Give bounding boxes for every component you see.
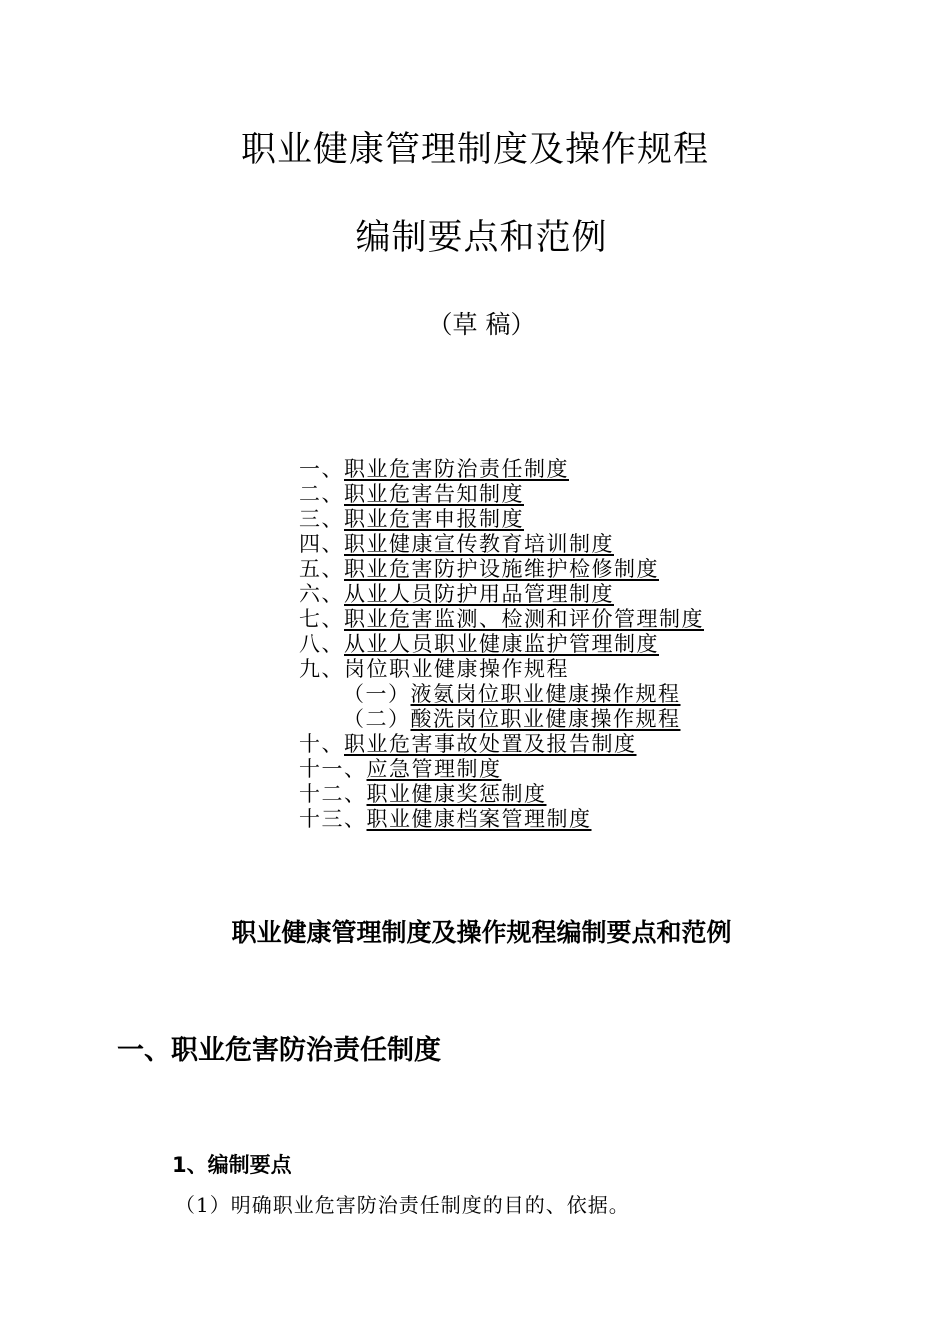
toc-link[interactable]: 职业危害监测、检测和评价管理制度 xyxy=(344,607,704,631)
toc-item-number: 十二、 xyxy=(299,782,367,806)
toc-item xyxy=(299,782,704,807)
paragraph: （1）明确职业危害防治责任制度的目的、依据。 xyxy=(175,1193,630,1217)
body-title: 职业健康管理制度及操作规程编制要点和范例 xyxy=(231,918,732,947)
toc-item-number: 八、 xyxy=(299,632,344,656)
toc-link[interactable]: 职业危害防治责任制度 xyxy=(344,457,569,481)
toc-link[interactable]: 从业人员职业健康监护管理制度 xyxy=(344,632,659,656)
document-subtitle: 编制要点和范例 xyxy=(355,218,608,258)
toc-item-number: 六、 xyxy=(299,582,344,606)
toc-item-number: 五、 xyxy=(299,557,344,581)
subsection-heading: 1、编制要点 xyxy=(172,1153,292,1177)
toc-link[interactable]: 职业健康奖惩制度 xyxy=(366,782,547,806)
toc-item-number: 四、 xyxy=(299,532,344,556)
toc-link[interactable]: 酸洗岗位职业健康操作规程 xyxy=(410,707,681,731)
toc-item-number: 七、 xyxy=(299,607,344,631)
toc-link[interactable]: 应急管理制度 xyxy=(366,757,502,781)
toc-item xyxy=(299,532,704,557)
toc-subitem xyxy=(299,682,704,707)
toc-item xyxy=(299,582,704,607)
toc-link[interactable]: 职业危害告知制度 xyxy=(344,482,524,506)
toc-item xyxy=(299,807,704,832)
toc-item xyxy=(299,457,704,482)
toc-link[interactable]: 职业危害申报制度 xyxy=(344,507,524,531)
toc-item xyxy=(299,657,704,682)
toc-item-number: 一、 xyxy=(299,457,344,481)
toc-item xyxy=(299,732,704,757)
toc-item-number: 十一、 xyxy=(299,757,367,781)
toc-item-number: 二、 xyxy=(299,482,344,506)
toc-item xyxy=(299,507,704,532)
toc-item xyxy=(299,757,704,782)
section-heading: 一、职业危害防治责任制度 xyxy=(117,1035,441,1066)
toc-link[interactable]: 职业健康宣传教育培训制度 xyxy=(344,532,614,556)
toc-item xyxy=(299,632,704,657)
toc-link[interactable]: 职业危害事故处置及报告制度 xyxy=(344,732,637,756)
toc-subitem xyxy=(299,707,704,732)
draft-label: （草 稿） xyxy=(427,310,536,339)
toc-link[interactable]: 职业健康档案管理制度 xyxy=(366,807,592,831)
toc-item-number: （二） xyxy=(343,707,411,731)
toc-item-number: 十三、 xyxy=(299,807,367,831)
toc-item-number: 三、 xyxy=(299,507,344,531)
toc-link[interactable]: 职业危害防护设施维护检修制度 xyxy=(344,557,659,581)
toc-item-label: 岗位职业健康操作规程 xyxy=(344,657,569,681)
toc-item xyxy=(299,482,704,507)
toc-item xyxy=(299,607,704,632)
toc-item-number: 九、 xyxy=(299,657,344,681)
toc-item-number: 十、 xyxy=(299,732,344,756)
table-of-contents xyxy=(299,457,704,832)
toc-link[interactable]: 液氨岗位职业健康操作规程 xyxy=(410,682,681,706)
toc-item-number: （一） xyxy=(343,682,411,706)
toc-item xyxy=(299,557,704,582)
toc-link[interactable]: 从业人员防护用品管理制度 xyxy=(344,582,614,606)
document-title: 职业健康管理制度及操作规程 xyxy=(240,130,709,170)
